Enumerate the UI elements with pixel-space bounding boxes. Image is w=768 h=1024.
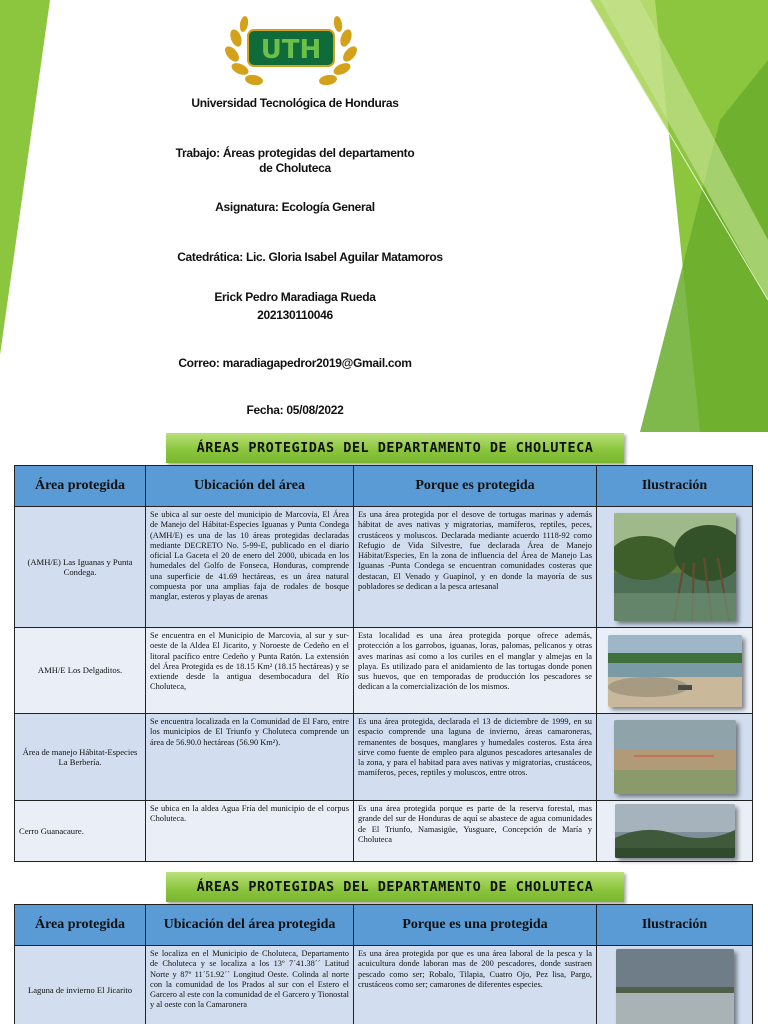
aerial-map-photo — [614, 720, 736, 794]
area-porque: Es una área protegida porque es parte de la reserva forestal, mas grande del sur de Honduras de aquí se abastece de agua comunidades de El Triunfo, Namasigüe, Yusguare, Concepción de María y Choluteca — [354, 801, 597, 862]
section1-banner: ÁREAS PROTEGIDAS DEL DEPARTAMENTO DE CHOLUTECA — [166, 433, 624, 463]
area-name: (AMH/E) Las Iguanas y Punta Condega. — [15, 507, 146, 628]
area-illustration-cell — [597, 714, 753, 801]
table-row — [15, 714, 753, 801]
area-name: Laguna de invierno El Jicarito — [15, 946, 146, 1024]
col-header-ilustracion: Ilustración — [597, 466, 753, 507]
area-ubicacion: Se encuentra localizada en la Comunidad de El Faro, entre los municipios de El Triunfo y Choluteca comprende un área de 56.90.0 hectáreas (56.90 Km²). — [146, 714, 354, 801]
col-header-ilustracion: Ilustración — [597, 905, 753, 946]
area-illustration-cell — [597, 946, 753, 1024]
catedratica: Catedrática: Lic. Gloria Isabel Aguilar Matamoros — [177, 250, 443, 264]
beach-photo — [608, 635, 742, 707]
area-porque: Esta localidad es una área protegida porque ofrece además, protección a los garrobos, iguanas, loras, palomas, pelicanos y otras aves marinas así como a los curiles en el manglar y almejas en la playa. Es utilizado para el anidamiento de las tortugas donde ponen sus huevos, que en temporadas de producción los pescadores se dedican a la comercialización de los mismos. — [354, 628, 597, 714]
area-illustration-cell — [597, 628, 753, 714]
area-porque: Es una área protegida por que es una área laboral de la pesca y la acuicultura donde laboran mas de 200 pescadores, donde sustraen pescado como ser; Robalo, Tilapia, Cuatro Ojo, Pez lisa, Pargo, crustáceos como ser; camarones de diferentes especies. — [354, 946, 597, 1024]
protected-areas-table-2 — [14, 904, 753, 1024]
table-row — [15, 628, 753, 714]
section2-banner: ÁREAS PROTEGIDAS DEL DEPARTAMENTO DE CHOLUTECA — [166, 872, 624, 902]
col-header-area: Área protegida — [15, 466, 146, 507]
area-name: Área de manejo Hábitat-Especies La Berbería. — [15, 714, 146, 801]
student-name: Erick Pedro Maradiaga Rueda — [214, 290, 376, 304]
area-porque: Es una área protegida por el desove de tortugas marinas y además hábitat de aves nativas y migratorias, mamíferos, reptiles, peces, crustáceos y moluscos. Declarada mediante acuerdo 1118-92 como Refugio de Vida Silvestre, fue declarada Área de Manejo Hábitat/Especies, En la zona de influencia del Área de Manejo Las Iguanas -Punta Condega se encuentran comunidades costeras que destacan, El Venado y Guapinol, y en donde la mayoría de sus pobladores se dedican a la pesca artesanal — [354, 507, 597, 628]
student-id: 202130110046 — [257, 308, 333, 322]
university-name: Universidad Tecnológica de Honduras — [191, 96, 399, 110]
table-row — [15, 801, 753, 862]
email: Correo: maradiagapedror2019@Gmail.com — [178, 356, 412, 370]
area-ubicacion: Se localiza en el Municipio de Choluteca, Departamento de Choluteca y se localiza a los 13º 7´41.38´´ Latitud Norte y 87º 11´51.92´´ Longitud Oeste. Colinda al norte con la comunidad de los Prados al sur con el Estero el Garcero al este con la comunidad de el Garcero y Tionostal y al oeste con la Camaronera — [146, 946, 354, 1024]
mountain-photo — [615, 804, 735, 858]
area-ubicacion: Se ubica al sur oeste del municipio de Marcovia, El Área de Manejo del Hábitat-Especies Iguanas y Punta Condega (AMH/E) es una de las 10 áreas protegidas declaradas mediante DECRETO No. 5-99-E, publicado en el diario oficial La Gaceta el 20 de enero del 2000, ubicada en los humedales del Golfo de Fonseca, Honduras, comprende una superficie de 41.69 hectáreas, es un área natural compuesta por una amplias faja de rodales de bosque manglar, esteros y playas de arenas — [146, 507, 354, 628]
uth-logo — [222, 8, 360, 90]
area-ubicacion: Se ubica en la aldea Agua Fría del municipio de el corpus Choluteca. — [146, 801, 354, 862]
col-header-ubicacion: Ubicación del área — [146, 466, 354, 507]
table-header-row — [15, 466, 753, 507]
mangrove-photo — [614, 513, 736, 621]
col-header-porque: Porque es una protegida — [354, 905, 597, 946]
protected-areas-table-1 — [14, 465, 753, 862]
area-illustration-cell — [597, 801, 753, 862]
trabajo-title: Trabajo: Áreas protegidas del departamento de Choluteca — [175, 146, 415, 175]
svg-text:UTH: UTH — [260, 35, 322, 65]
cover-slide — [0, 0, 768, 432]
col-header-porque: Porque es protegida — [354, 466, 597, 507]
area-name: Cerro Guanacaure. — [15, 801, 146, 862]
area-porque: Es una área protegida, declarada el 13 de diciembre de 1999, en su espacio comprende una laguna de invierno, áreas camaroneras, remanentes de bosques, manglares y humedales costeros. Esta área sirve como fuente de empleo para algunos pescadores artesanales de la zona, y para el habitad para aves nativas y migratorias, crustáceos, mamíferos, peces, reptiles y moluscos, entre otros. — [354, 714, 597, 801]
table-row — [15, 946, 753, 1024]
table-header-row — [15, 905, 753, 946]
col-header-area: Área protegida — [15, 905, 146, 946]
col-header-ubicacion: Ubicación del área protegida — [146, 905, 354, 946]
table-row — [15, 507, 753, 628]
area-illustration-cell — [597, 507, 753, 628]
area-name: AMH/E Los Delgaditos. — [15, 628, 146, 714]
area-ubicacion: Se encuentra en el Municipio de Marcovia, al sur y sur-oeste de la Aldea El Jicarito, y Noroeste de Cedeño en el litoral pacífico entre Cedeño y Punta Ratón. La extensión del Área Protegida es de 18.15 Km² (18.15 hectáreas) y se extiende desde la antigua desembocadura del Río Choluteca, — [146, 628, 354, 714]
lagoon-photo — [616, 949, 734, 1024]
asignatura: Asignatura: Ecología General — [215, 200, 375, 214]
date: Fecha: 05/08/2022 — [246, 403, 344, 417]
left-green-shard — [0, 0, 50, 355]
